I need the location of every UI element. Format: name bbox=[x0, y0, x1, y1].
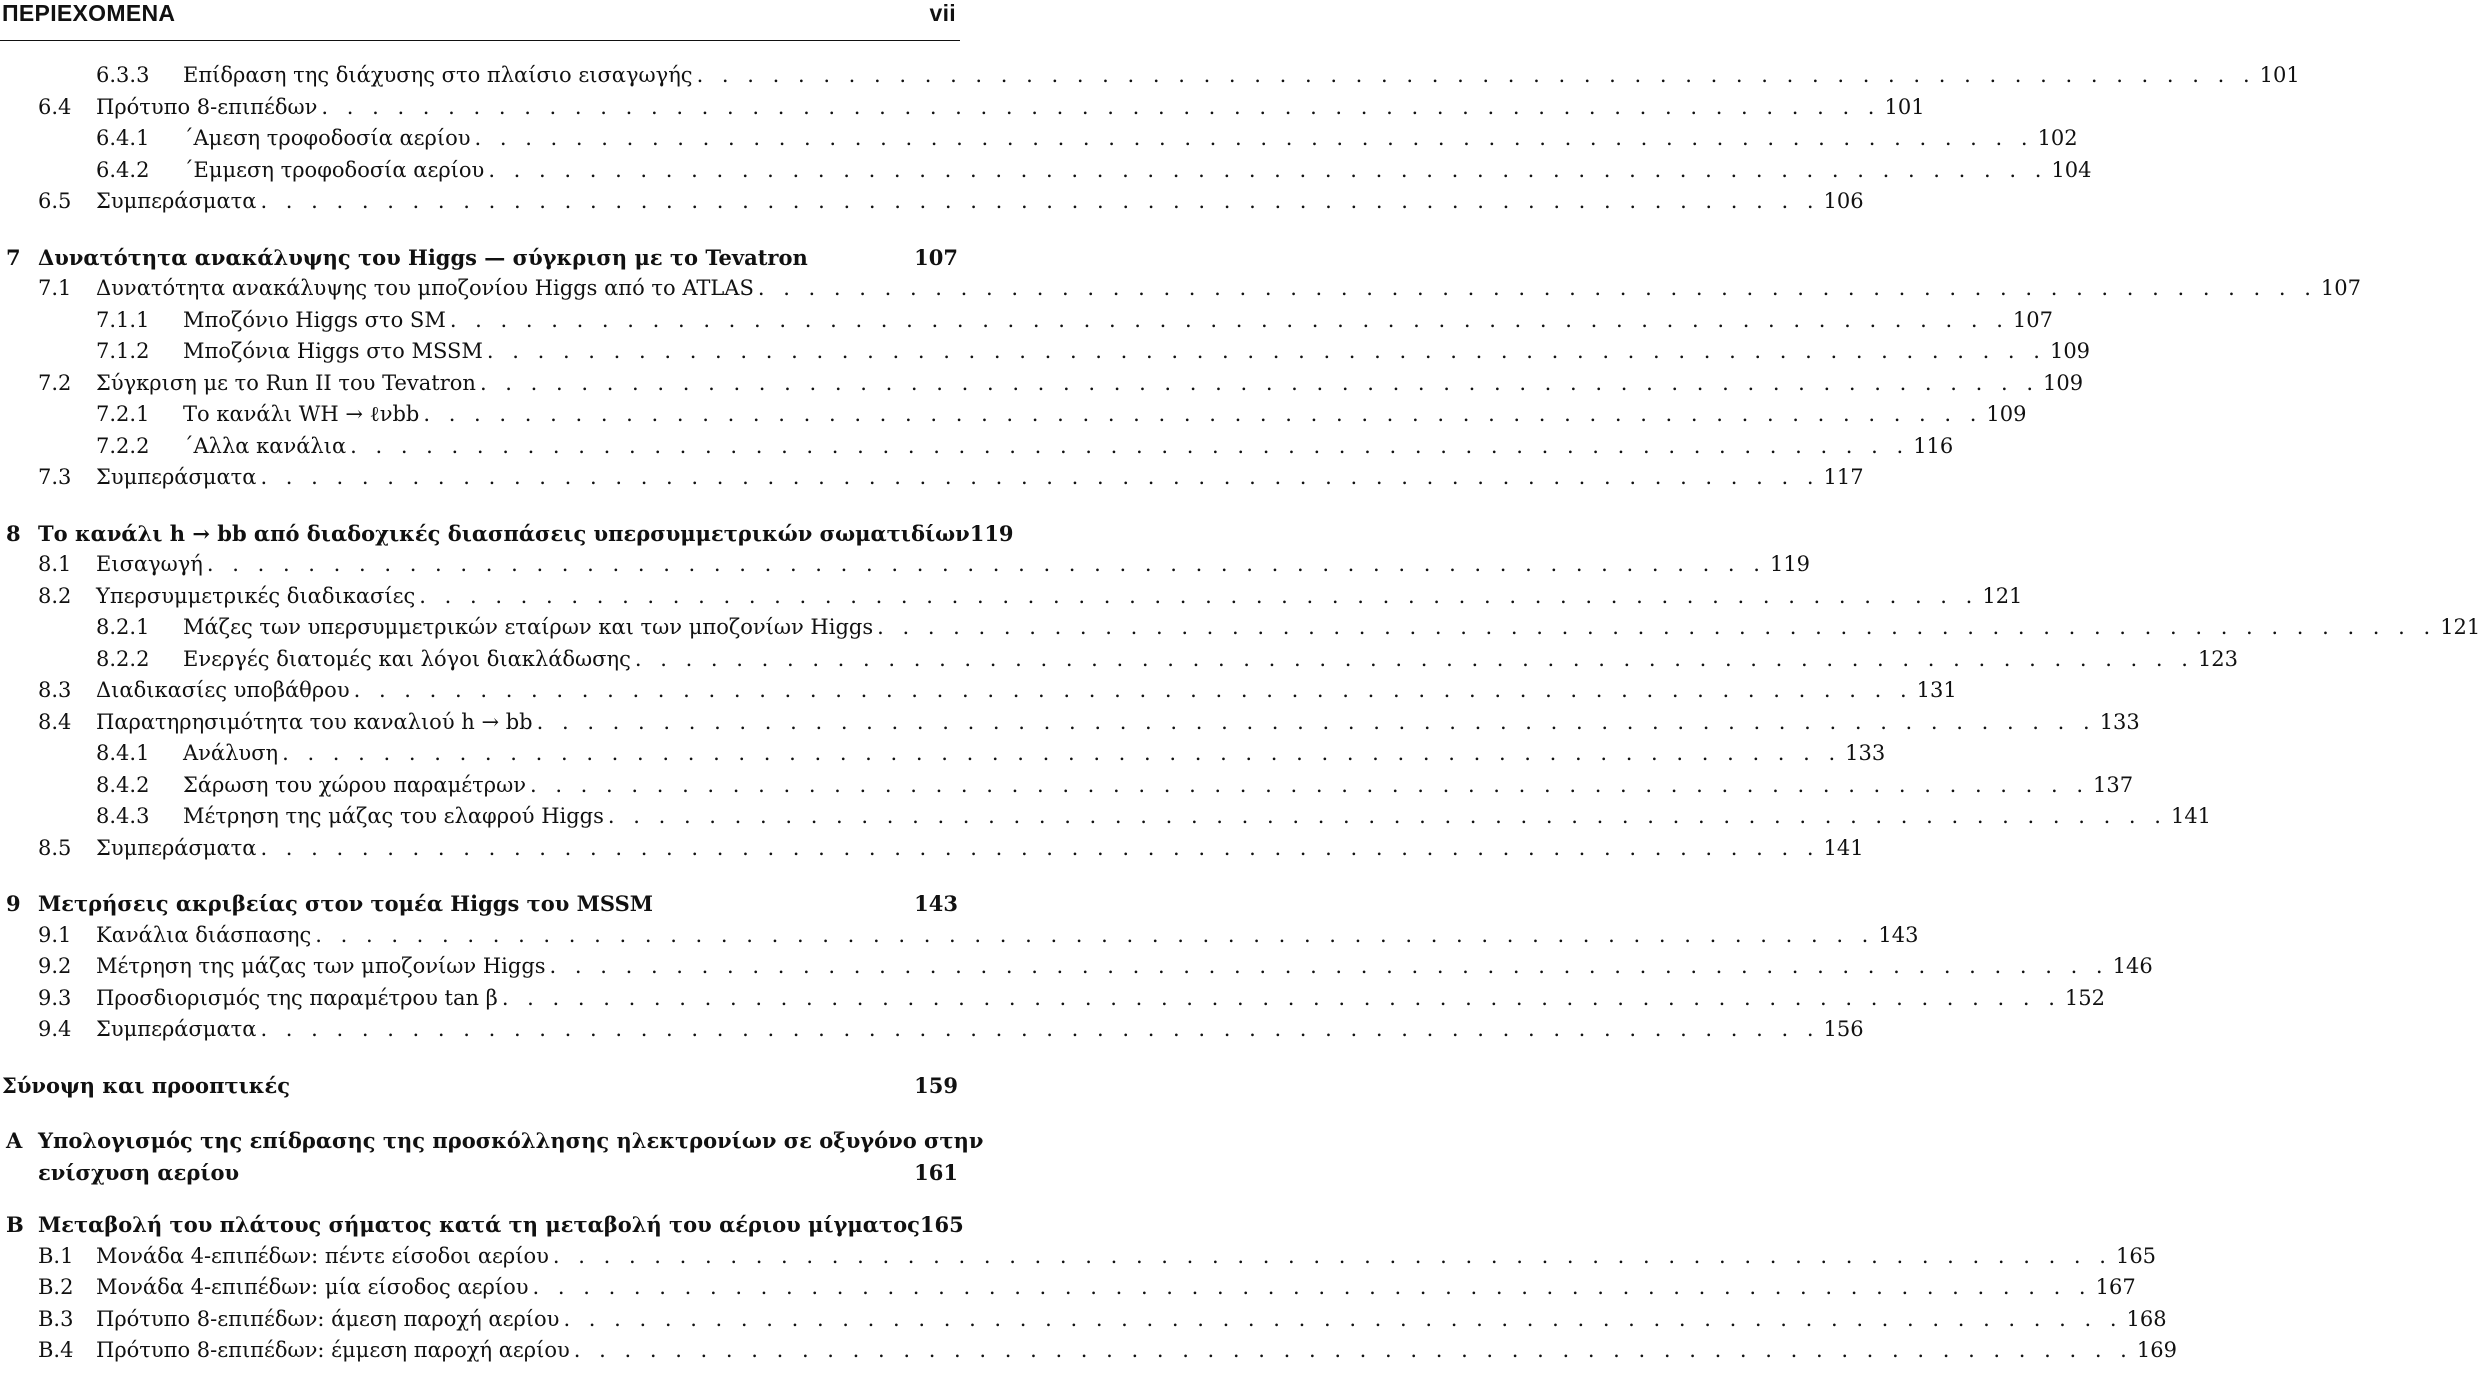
dot-leader: . . . . . . . . . . . . . . . . . . . . . . . . . . . . . . . . . . . . . . . . . . . . . . . . . . . . . . . . . . . . . . bbox=[419, 583, 1979, 608]
toc-entry-title: Μποζόνια Higgs στο MSSM bbox=[183, 339, 483, 363]
toc-section-entry[interactable] bbox=[0, 581, 2023, 613]
dot-leader: . . . . . . . . . . . . . . . . . . . . . . . . . . . . . . . . . . . . . . . . . . . . . . . . . . . . . . . . . . . . . . bbox=[449, 307, 2009, 332]
toc-entry-number: 6.4 bbox=[38, 94, 72, 119]
toc-entry-page: 121 bbox=[2440, 615, 2480, 639]
toc-chapter-entry[interactable] bbox=[0, 1070, 960, 1102]
toc-section-entry[interactable] bbox=[0, 368, 2084, 400]
toc-entry-page: 119 bbox=[969, 520, 1014, 546]
toc-entry-title: Μέτρηση της μάζας του ελαφρού Higgs bbox=[183, 804, 604, 828]
toc-subsection-entry[interactable] bbox=[0, 399, 2027, 431]
toc-entry-title: Συμπεράσματα bbox=[96, 1017, 257, 1041]
toc-entry-page: 143 bbox=[914, 891, 958, 916]
toc-entry-number: B.2 bbox=[38, 1275, 74, 1299]
toc-entry-page: 107 bbox=[2012, 307, 2053, 332]
toc-subsection-entry[interactable] bbox=[0, 155, 2092, 187]
toc-entry-page: 156 bbox=[1823, 1017, 1864, 1041]
toc-entry-number: 8 bbox=[6, 520, 21, 546]
toc-entry-page: 101 bbox=[1884, 94, 1925, 119]
dot-leader: . . . . . . . . . . . . . . . . . . . . . . . . . . . . . . . . . . . . . . . . . . . . . . . . . . . . . . . . . . . . . . bbox=[315, 922, 1875, 947]
dot-leader: . . . . . . . . . . . . . . . . . . . . . . . . . . . . . . . . . . . . . . . . . . . . . . . . . . . . . . . . . . . . . . bbox=[532, 1275, 2092, 1299]
toc-subsection-entry[interactable] bbox=[0, 431, 1954, 463]
toc-entry-page: 137 bbox=[2093, 772, 2134, 797]
toc-entry-title: Υπολογισμός της επίδρασης της προσκόλλησης ηλεκτρονίων σε οξυγόνο στην bbox=[38, 1128, 984, 1153]
dot-leader: . . . . . . . . . . . . . . . . . . . . . . . . . . . . . . . . . . . . . . . . . . . . . . . . . . . . . . . . . . . . . . bbox=[260, 1017, 1820, 1041]
toc-entry-title: Μποζόνιο Higgs στο SM bbox=[183, 307, 446, 332]
toc-entry-title: Μετρήσεις ακριβείας στον τομέα Higgs του MSSM bbox=[38, 891, 653, 916]
toc-entry-title: Ανάλυση bbox=[183, 741, 279, 765]
dot-leader: . . . . . . . . . . . . . . . . . . . . . . . . . . . . . . . . . . . . . . . . . . . . . . . . . . . . . . . . . . . . . . bbox=[321, 94, 1881, 119]
toc-entry-page: 109 bbox=[2043, 370, 2084, 395]
toc-entry-number: 9.2 bbox=[38, 954, 72, 978]
toc-entry-page: 117 bbox=[1823, 465, 1864, 489]
toc-chapter-entry[interactable] bbox=[0, 518, 1014, 550]
toc-entry-title: Κανάλια διάσπασης bbox=[96, 922, 312, 947]
toc-subsection-entry[interactable] bbox=[0, 612, 2480, 644]
toc-section-entry[interactable] bbox=[0, 1304, 2167, 1336]
toc-entry-title: Πρότυπο 8-επιπέδων: άμεση παροχή αερίου bbox=[96, 1306, 560, 1331]
toc-subsection-entry[interactable] bbox=[0, 738, 1886, 770]
toc-subsection-entry[interactable] bbox=[0, 801, 2212, 833]
toc-entry-page: 167 bbox=[2095, 1275, 2136, 1299]
toc-section-entry[interactable] bbox=[0, 1272, 2136, 1304]
toc-entry-page: 131 bbox=[1916, 678, 1957, 702]
dot-leader: . . . . . . . . . . . . . . . . . . . . . . . . . . . . . . . . . . . . . . . . . . . . . . . . . . . . . . . . . . . . . . bbox=[552, 1243, 2112, 1268]
toc-entry-page: 168 bbox=[2126, 1306, 2167, 1331]
toc-entry-number: 8.1 bbox=[38, 552, 72, 576]
dot-leader: . . . . . . . . . . . . . . . . . . . . . . . . . . . . . . . . . . . . . . . . . . . . . . . . . . . . . . . . . . . . . . bbox=[282, 741, 1842, 765]
toc-entry-title: Μάζες των υπερσυμμετρικών εταίρων και των μποζονίων Higgs bbox=[183, 615, 874, 639]
toc-entry-page: 141 bbox=[2170, 804, 2212, 828]
dot-leader: . . . . . . . . . . . . . . . . . . . . . . . . . . . . . . . . . . . . . . . . . . . . . . . . . . . . . . . . . . . . . . bbox=[260, 189, 1820, 213]
dot-leader: . . . . . . . . . . . . . . . . . . . . . . . . . . . . . . . . . . . . . . . . . . . . . . . . . . . . . . . . . . . . . . bbox=[486, 339, 2046, 363]
toc-section-entry[interactable] bbox=[0, 186, 1864, 218]
toc-entry-page: 141 bbox=[1823, 835, 1864, 860]
toc-entry-number: 8.4 bbox=[38, 709, 72, 734]
toc-entry-number: 9.3 bbox=[38, 985, 72, 1010]
toc-entry-number: 8.4.2 bbox=[96, 772, 150, 797]
dot-leader: . . . . . . . . . . . . . . . . . . . . . . . . . . . . . . . . . . . . . . . . . . . . . . . . . . . . . . . . . . . . . . bbox=[423, 402, 1983, 426]
toc-entry-title: Συμπεράσματα bbox=[96, 835, 257, 860]
toc-section-entry[interactable] bbox=[0, 833, 1864, 865]
toc-entry-title: Προσδιορισμός της παραμέτρου tan β bbox=[96, 985, 498, 1010]
dot-leader: . . . . . . . . . . . . . . . . . . . . . . . . . . . . . . . . . . . . . . . . . . . . . . . . . . . . . . . . . . . . . . bbox=[757, 276, 2317, 300]
toc-entry-title-cont: ενίσχυση αερίου bbox=[38, 1159, 240, 1185]
toc-entry-page: 143 bbox=[1878, 922, 1919, 947]
dot-leader: . . . . . . . . . . . . . . . . . . . . . . . . . . . . . . . . . . . . . . . . . . . . . . . . . . . . . . . . . . . . . . bbox=[536, 709, 2096, 734]
toc-entry-number: 6.4.1 bbox=[96, 126, 150, 150]
table-of-contents bbox=[0, 60, 2480, 1367]
toc-entry-number: B.3 bbox=[38, 1306, 74, 1331]
dot-leader: . . . . . . . . . . . . . . . . . . . . . . . . . . . . . . . . . . . . . . . . . . . . . . . . . . . . . . . . . . . . . . bbox=[573, 1338, 2133, 1362]
toc-entry-title: Συμπεράσματα bbox=[96, 189, 257, 213]
toc-entry-number: 9 bbox=[6, 891, 21, 916]
toc-entry-page: 169 bbox=[2136, 1338, 2177, 1362]
toc-entry-title: Μεταβολή του πλάτους σήματος κατά τη μεταβολή του αέριου μίγματος bbox=[38, 1212, 920, 1237]
toc-entry-title: Μονάδα 4-επιπέδων: μία είσοδος αερίου bbox=[96, 1275, 529, 1299]
dot-leader: . . . . . . . . . . . . . . . . . . . . . . . . . . . . . . . . . . . . . . . . . . . . . . . . . . . . . . . . . . . . . . bbox=[529, 772, 2090, 797]
toc-entry-title: Συμπεράσματα bbox=[96, 465, 257, 489]
toc-section-entry[interactable] bbox=[0, 549, 1811, 581]
toc-entry-title: Εισαγωγή bbox=[96, 552, 203, 576]
toc-entry-page: 152 bbox=[2064, 985, 2105, 1010]
toc-subsection-entry[interactable] bbox=[0, 336, 2091, 368]
toc-entry-number: B.1 bbox=[38, 1243, 74, 1268]
running-head-title: ΠΕΡΙΕΧΟΜΕΝΑ bbox=[2, 0, 176, 26]
toc-entry-number: 8.2.1 bbox=[96, 615, 150, 639]
dot-leader: . . . . . . . . . . . . . . . . . . . . . . . . . . . . . . . . . . . . . . . . . . . . . . . . . . . . . . . . . . . . . . bbox=[488, 157, 2048, 182]
toc-entry-page: 161 bbox=[914, 1159, 958, 1185]
toc-entry-number: 7.2.2 bbox=[96, 433, 150, 458]
toc-section-entry[interactable] bbox=[0, 1014, 1864, 1046]
toc-entry-number: 6.3.3 bbox=[96, 63, 150, 87]
toc-section-entry[interactable] bbox=[0, 92, 1925, 124]
toc-chapter-entry[interactable] bbox=[0, 888, 960, 920]
toc-entry-title: Δυνατότητα ανακάλυψης του μποζονίου Higgs από το ATLAS bbox=[96, 276, 754, 300]
toc-chapter-entry[interactable] bbox=[0, 1209, 964, 1241]
toc-entry-title: Παρατηρησιμότητα του καναλιού h → bb bbox=[96, 709, 533, 734]
dot-leader: . . . . . . . . . . . . . . . . . . . . . . . . . . . . . . . . . . . . . . . . . . . . . . . . . . . . . . . . . . . . . . bbox=[260, 465, 1820, 489]
toc-section-entry[interactable] bbox=[0, 983, 2105, 1015]
toc-subsection-entry[interactable] bbox=[0, 305, 2053, 337]
dot-leader: . . . . . . . . . . . . . . . . . . . . . . . . . . . . . . . . . . . . . . . . . . . . . . . . . . . . . . . . . . . . . . bbox=[350, 433, 1910, 458]
toc-entry-title: Το κανάλι h → bb από διαδοχικές διασπάσεις υπερσυμμετρικών σωματιδίων bbox=[38, 520, 970, 546]
toc-entry-title: ΄Αμεση τροφοδοσία αερίου bbox=[183, 126, 471, 150]
toc-entry-page: 102 bbox=[2037, 126, 2078, 150]
toc-entry-number: 6.5 bbox=[38, 189, 72, 213]
toc-section-entry[interactable] bbox=[0, 273, 2361, 305]
toc-entry-number: 8.3 bbox=[38, 678, 72, 702]
dot-leader: . . . . . . . . . . . . . . . . . . . . . . . . . . . . . . . . . . . . . . . . . . . . . . . . . . . . . . . . . . . . . . bbox=[696, 63, 2256, 87]
dot-leader: . . . . . . . . . . . . . . . . . . . . . . . . . . . . . . . . . . . . . . . . . . . . . . . . . . . . . . . . . . . . . . bbox=[474, 126, 2034, 150]
toc-entry-page: 107 bbox=[914, 244, 958, 270]
toc-subsection-entry[interactable] bbox=[0, 770, 2134, 802]
page-number: vii bbox=[929, 0, 956, 26]
toc-entry-page: 119 bbox=[1769, 552, 1811, 576]
toc-entry-number: 7.1 bbox=[38, 276, 72, 300]
toc-entry-number: 9.4 bbox=[38, 1017, 72, 1041]
toc-entry-title: Διαδικασίες υποβάθρου bbox=[96, 678, 350, 702]
dot-leader: . . . . . . . . . . . . . . . . . . . . . . . . . . . . . . . . . . . . . . . . . . . . . . . . . . . . . . . . . . . . . . bbox=[206, 552, 1766, 576]
toc-entry-title: Πρότυπο 8-επιπέδων: έμμεση παροχή αερίου bbox=[96, 1338, 570, 1362]
toc-entry-page: 133 bbox=[1845, 741, 1886, 765]
toc-entry-title: Υπερσυμμετρικές διαδικασίες bbox=[96, 583, 416, 608]
dot-leader: . . . . . . . . . . . . . . . . . . . . . . . . . . . . . . . . . . . . . . . . . . . . . . . . . . . . . . . . . . . . . . bbox=[479, 370, 2040, 395]
toc-entry-page: 165 bbox=[2115, 1243, 2157, 1268]
toc-entry-number: 6.4.2 bbox=[96, 157, 150, 182]
toc-entry-title: ΄Αλλα κανάλια bbox=[183, 433, 347, 458]
dot-leader: . . . . . . . . . . . . . . . . . . . . . . . . . . . . . . . . . . . . . . . . . . . . . . . . . . . . . . . . . . . . . . bbox=[353, 678, 1913, 702]
toc-entry-number: B bbox=[6, 1212, 24, 1237]
page-header bbox=[0, 0, 960, 41]
toc-entry-number: A bbox=[6, 1128, 23, 1153]
toc-entry-page: 133 bbox=[2099, 709, 2140, 734]
toc-entry-number: 8.4.1 bbox=[96, 741, 150, 765]
toc-entry-page: 101 bbox=[2259, 63, 2300, 87]
toc-entry-title: ΄Εμμεση τροφοδοσία αερίου bbox=[183, 157, 485, 182]
dot-leader: . . . . . . . . . . . . . . . . . . . . . . . . . . . . . . . . . . . . . . . . . . . . . . . . . . . . . . . . . . . . . . bbox=[260, 835, 1820, 860]
toc-entry-page: 107 bbox=[2320, 276, 2361, 300]
toc-subsection-entry[interactable] bbox=[0, 60, 2300, 92]
toc-entry-page: 106 bbox=[1823, 189, 1864, 213]
toc-chapter-entry[interactable] bbox=[0, 242, 960, 274]
toc-entry-page: 123 bbox=[2197, 646, 2239, 671]
dot-leader: . . . . . . . . . . . . . . . . . . . . . . . . . . . . . . . . . . . . . . . . . . . . . . . . . . . . . . . . . . . . . . bbox=[549, 954, 2109, 978]
toc-entry-page: 159 bbox=[914, 1072, 958, 1098]
dot-leader: . . . . . . . . . . . . . . . . . . . . . . . . . . . . . . . . . . . . . . . . . . . . . . . . . . . . . . . . . . . . . . bbox=[634, 646, 2194, 671]
toc-entry-page: 109 bbox=[1986, 402, 2027, 426]
toc-entry-page: 109 bbox=[2049, 339, 2091, 363]
toc-entry-title: Δυνατότητα ανακάλυψης του Higgs — σύγκριση με το Tevatron bbox=[38, 244, 808, 270]
toc-entry-number: 7.2 bbox=[38, 370, 72, 395]
toc-entry-page: 121 bbox=[1982, 583, 2023, 608]
toc-section-entry[interactable] bbox=[0, 462, 1864, 494]
toc-entry-page: 146 bbox=[2112, 954, 2153, 978]
toc-entry-number: 7 bbox=[6, 244, 21, 270]
toc-section-entry[interactable] bbox=[0, 675, 1957, 707]
toc-entry-number: 7.3 bbox=[38, 465, 72, 489]
dot-leader: . . . . . . . . . . . . . . . . . . . . . . . . . . . . . . . . . . . . . . . . . . . . . . . . . . . . . . . . . . . . . . bbox=[563, 1306, 2123, 1331]
toc-entry-title: Επίδραση της διάχυσης στο πλαίσιο εισαγωγής bbox=[183, 63, 693, 87]
toc-subsection-entry[interactable] bbox=[0, 644, 2239, 676]
toc-entry-number: 8.5 bbox=[38, 835, 72, 860]
toc-section-entry[interactable] bbox=[0, 707, 2140, 739]
dot-leader: . . . . . . . . . . . . . . . . . . . . . . . . . . . . . . . . . . . . . . . . . . . . . . . . . . . . . . . . . . . . . . bbox=[501, 985, 2061, 1010]
toc-entry-title: Πρότυπο 8-επιπέδων bbox=[96, 94, 318, 119]
toc-entry-number: 8.2 bbox=[38, 583, 72, 608]
toc-section-entry[interactable] bbox=[0, 1241, 2157, 1273]
toc-entry-title: Μέτρηση της μάζας των μποζονίων Higgs bbox=[96, 954, 546, 978]
toc-section-entry[interactable] bbox=[0, 1335, 2177, 1367]
toc-entry-title: Το κανάλι WH → ℓνbb bbox=[183, 402, 420, 426]
toc-entry-title: Μονάδα 4-επιπέδων: πέντε είσοδοι αερίου bbox=[96, 1243, 549, 1268]
toc-entry-page: 165 bbox=[919, 1212, 964, 1237]
toc-entry-number: 8.2.2 bbox=[96, 646, 150, 671]
toc-entry-title: Σύνοψη και προοπτικές bbox=[2, 1072, 291, 1098]
toc-entry-page: 104 bbox=[2051, 157, 2092, 182]
dot-leader: . . . . . . . . . . . . . . . . . . . . . . . . . . . . . . . . . . . . . . . . . . . . . . . . . . . . . . . . . . . . . . bbox=[877, 615, 2437, 639]
toc-entry-number: 7.1.1 bbox=[96, 307, 150, 332]
toc-chapter-entry[interactable] bbox=[0, 1125, 984, 1185]
toc-entry-number: 8.4.3 bbox=[96, 804, 150, 828]
toc-entry-title: Σάρωση του χώρου παραμέτρων bbox=[183, 772, 526, 797]
toc-section-entry[interactable] bbox=[0, 920, 1919, 952]
toc-entry-number: 7.1.2 bbox=[96, 339, 150, 363]
toc-entry-title: Ενεργές διατομές και λόγοι διακλάδωσης bbox=[183, 646, 631, 671]
toc-entry-title: Σύγκριση με το Run II του Tevatron bbox=[96, 370, 476, 395]
dot-leader: . . . . . . . . . . . . . . . . . . . . . . . . . . . . . . . . . . . . . . . . . . . . . . . . . . . . . . . . . . . . . . bbox=[607, 804, 2167, 828]
toc-entry-number: 9.1 bbox=[38, 922, 72, 947]
toc-subsection-entry[interactable] bbox=[0, 123, 2078, 155]
toc-section-entry[interactable] bbox=[0, 951, 2153, 983]
toc-entry-number: B.4 bbox=[38, 1338, 74, 1362]
toc-entry-page: 116 bbox=[1913, 433, 1954, 458]
toc-entry-number: 7.2.1 bbox=[96, 402, 150, 426]
